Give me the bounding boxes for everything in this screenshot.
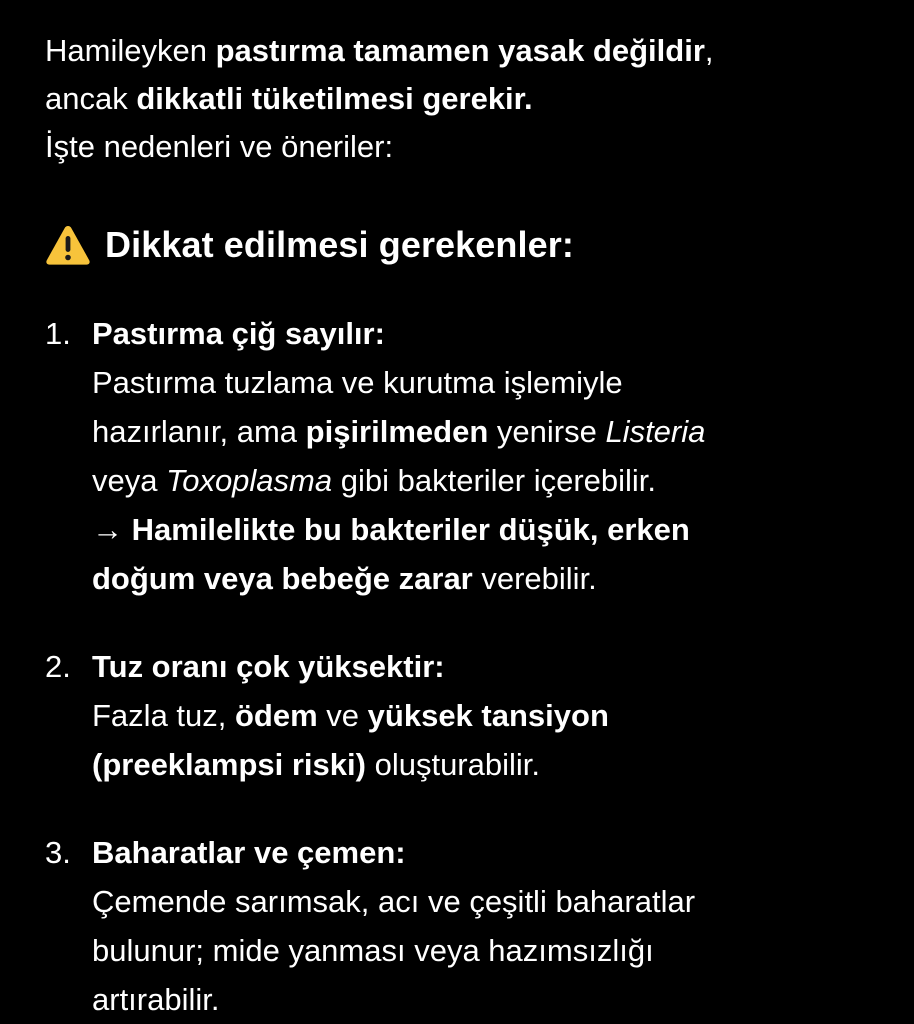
warning-icon [45, 224, 91, 266]
arrow-icon: → [92, 512, 132, 547]
list-item [45, 642, 874, 789]
section-title: Dikkat edilmesi gerekenler: [105, 224, 574, 265]
intro-paragraph [45, 27, 874, 171]
intro-line: İşte nedenleri ve öneriler: [45, 129, 394, 164]
list-item-title: Baharatlar ve çemen: [92, 835, 406, 870]
intro-line: Hamileyken pastırma tamamen yasak değildir, [45, 33, 714, 68]
list-item-title: Tuz oranı çok yüksektir: [92, 649, 445, 684]
list-item-body: Baharatlar ve çemen: Çemende sarımsak, acı ve çeşitli baharatlar bulunur; mide yanması veya hazımsızlığı artırabilir. [92, 835, 696, 1017]
section-heading [45, 220, 874, 270]
list-number: 3. [45, 835, 71, 870]
list-item-body: Pastırma çiğ sayılır: Pastırma tuzlama ve kurutma işlemiyle hazırlanır, ama pişirilmeden yenirse Listeria veya Toxoplasma gibi bakteriler içerebilir. → Hamilelikte bu bakteriler düşük, erken doğum veya bebeğe zarar verebilir. [92, 316, 706, 596]
list-number: 2. [45, 649, 71, 684]
list-item [45, 828, 874, 1024]
list-item [45, 309, 874, 603]
list-number: 1. [45, 316, 71, 351]
list-item-title: Pastırma çiğ sayılır: [92, 316, 385, 351]
caution-list [45, 309, 874, 1024]
list-item-body: Tuz oranı çok yüksektir: Fazla tuz, ödem ve yüksek tansiyon (preeklampsi riski) oluşturabilir. [92, 649, 609, 782]
intro-line: ancak dikkatli tüketilmesi gerekir. [45, 81, 533, 116]
